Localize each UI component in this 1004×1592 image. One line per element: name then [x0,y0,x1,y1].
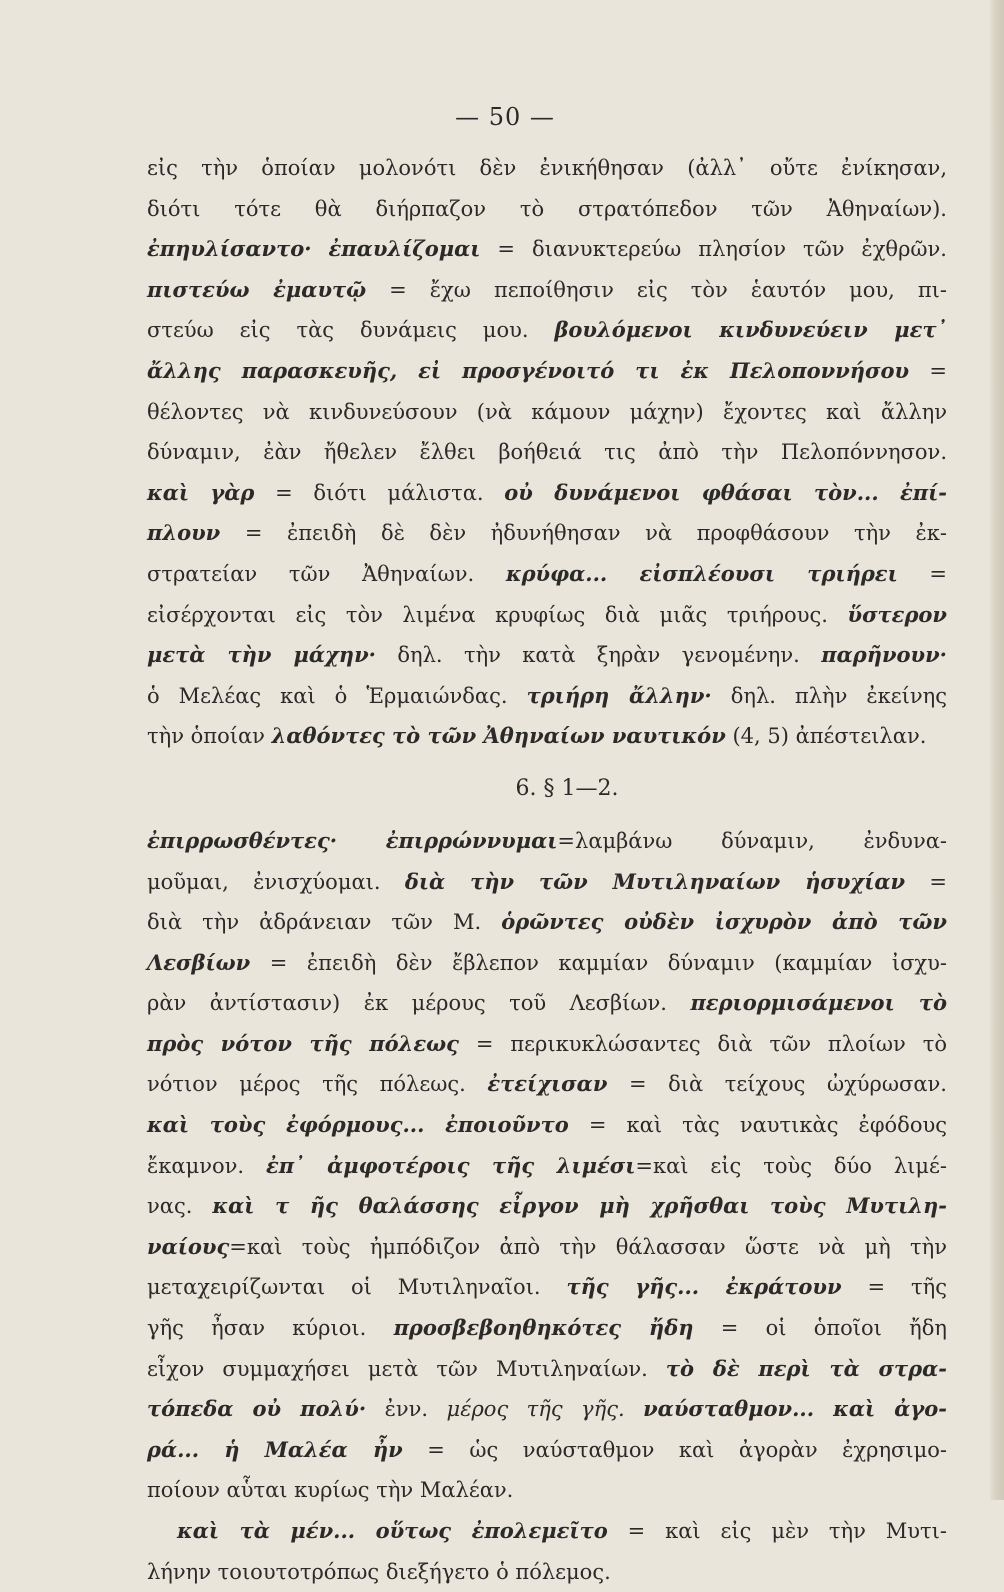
lemma: οὐ δυνάμενοι φθάσαι τὸν... ἐπί- [504,479,947,505]
lemma: περιορμισάμενοι τὸ [690,990,947,1016]
gloss: = οἱ ὁποῖοι ἤδη [693,1316,947,1341]
gloss: = [897,561,948,586]
gloss: εἶχον συμμαχήσει μετὰ τῶν Μυτιληναίων. [147,1356,666,1381]
gloss: = καὶ τὰς ναυτικὰς ἐφόδους [568,1113,947,1138]
lemma: πιστεύω ἐμαυτῷ [147,276,367,302]
gloss: εἰσέρχονται εἰς τὸν λιμένα κρυφίως διὰ μιᾶς τριήρους. [147,602,848,627]
gloss: = καὶ εἰς μὲν τὴν Μυτι- [607,1519,947,1543]
text-line [147,1105,947,1146]
text-line [147,1430,947,1471]
text-line [147,473,947,514]
text-line [147,716,947,757]
lemma: βουλόμενοι κινδυνεύειν μετ᾽ [554,317,947,343]
gloss: δύναμιν, ἐὰν ἤθελεν ἔλθει βοήθειά τις ἀπὸ τὴν Πελοπόννησον. [147,440,947,465]
text-line [147,148,947,189]
gloss: ἐνν. [366,1397,447,1422]
gloss: = ἐπειδὴ δὲ δὲν ἠδυνήθησαν νὰ προφθάσουν τὴν ἐκ- [220,521,947,546]
gloss: ρὰν ἀντίστασιν) ἐκ μέρους τοῦ Λεσβίων. [147,991,691,1016]
text-line [147,635,947,676]
lemma: λαθόντες τὸ τῶν Ἀθηναίων ναυτικόν [271,723,726,749]
lemma: ρά... ἡ Μαλέα ἦν [147,1436,403,1462]
gloss: ὁ Μελέας καὶ ὁ Ἑρμαιώνδας. [147,683,527,708]
gloss: διότι τότε θὰ διήρπαζον τὸ στρατόπεδον τῶν Ἀθηναίων). [147,196,947,221]
text-line [147,821,947,862]
gloss: = τῆς [841,1275,947,1300]
lemma: καὶ τὰ μέν... οὕτως ἐπολεμεῖτο [177,1518,608,1543]
gloss: διὰ τὴν ἀδράνειαν τῶν Μ. [147,910,502,935]
lemma: κρύφα... εἰσπλέουσι τριήρει [505,560,898,586]
text-line [147,432,947,473]
lemma: διὰ τὴν τῶν Μυτιληναίων ἡσυχίαν [404,868,906,894]
text-line [147,862,947,903]
gloss: =λαμβάνω δύναμιν, ἐνδυνα- [557,828,947,853]
text-line [147,943,947,984]
text-line [147,310,947,351]
lemma: πρὸς νότον τῆς πόλεως [147,1030,459,1056]
gloss: εἰς τὴν ὁποίαν μολονότι δὲν ἐνικήθησαν (ἀλλ᾽ οὔτε ἐνίκησαν, [147,156,947,180]
page-edge [990,0,1004,1500]
lemma: τῆς γῆς... ἐκράτουν [566,1274,842,1300]
gloss: = ἔχω πεποίθησιν εἰς τὸν ἑαυτόν μου, πι- [366,277,948,302]
lemma: ναίους [147,1233,230,1259]
text-line [147,1389,947,1430]
lemma: ἐτείχισαν [487,1071,608,1097]
text-block [147,148,947,1592]
text-line [147,1186,947,1227]
gloss: = διὰ τείχους ὠχύρωσαν. [607,1072,947,1097]
text-line [147,1470,947,1511]
gloss [337,829,386,853]
gloss [625,1397,643,1421]
text-line [147,392,947,433]
text-line [147,983,947,1024]
gloss: δηλ. πλὴν ἐκείνης [711,683,947,708]
gloss [312,237,329,261]
text-line [147,351,947,392]
text-line [147,270,947,311]
gloss: = διότι μάλιστα. [254,480,505,505]
page-number: — 50 — [455,103,555,131]
lemma: ἐπιρρωσθέντες· [147,827,338,853]
lemma: ὁρῶντες οὐδὲν ἰσχυρὸν ἀπὸ τῶν [501,909,947,935]
text-line [147,676,947,717]
gloss: γῆς ἦσαν κύριοι. [147,1316,394,1341]
gloss: λήνην τοιουτοτρόπως διεξήγετο ὁ πόλεμος. [147,1559,611,1584]
gloss: νότιον μέρος τῆς πόλεως. [147,1072,488,1097]
lemma: ναύσταθμον... καὶ ἀγο- [643,1396,948,1422]
gloss: =καὶ τοὺς ἠμπόδιζον ἀπὸ τὴν θάλασσαν ὥστε νὰ μὴ τὴν [229,1234,947,1259]
lemma: ἄλλης παρασκευῆς, εἰ προσγένοιτό τι ἐκ Πελοποννήσου [147,357,910,383]
text-line [147,1227,947,1268]
text-line [147,595,947,636]
text-line [147,1064,947,1105]
gloss: (4, 5) ἀπέστειλαν. [725,724,927,749]
gloss: = διανυκτερεύω πλησίον τῶν ἐχθρῶν. [480,237,947,262]
text-line [147,1552,947,1592]
text-line [147,229,947,270]
text-line [147,1024,947,1065]
section-heading: 6. § 1—2. [515,775,619,801]
gloss: στρατείαν τῶν Ἀθηναίων. [147,561,506,586]
lemma: τριήρη ἄλλην· [526,682,712,708]
text-line [147,554,947,595]
commentary-closing [147,1511,947,1592]
lemma: ἐπηυλίσαντο· [147,236,312,262]
text-line [147,189,947,230]
text-line [147,1349,947,1390]
lemma: πλουν [147,520,221,546]
text-line [147,902,947,943]
gloss: τὴν ὁποίαν [147,724,272,749]
lemma: ἐπιρρώννυμαι [385,827,558,853]
gloss: ἔκαμνον. [147,1153,266,1178]
gloss: ποίουν αὗται κυρίως τὴν Μαλέαν. [147,1478,514,1503]
text-line [147,1511,947,1552]
lemma: τόπεδα οὐ πολύ· [147,1396,367,1422]
gloss: = [909,358,947,383]
lemma: ἐπ᾽ ἀμφοτέροις τῆς λιμέσι [265,1152,636,1178]
lemma: παρῆνουν· [821,642,947,668]
lemma: τὸ δὲ περὶ τὰ στρα- [665,1355,947,1381]
gloss: μεταχειρίζωνται οἱ Μυτιληναῖοι. [147,1275,567,1300]
gloss: νας. [147,1194,213,1219]
lemma: μέρος τῆς γῆς. [446,1397,625,1422]
text-line [147,1267,947,1308]
lemma: ἐπαυλίζομαι [328,236,481,262]
text-line [147,1146,947,1187]
gloss: δηλ. τὴν κατὰ ξηρὰν γενομένην. [375,643,822,668]
gloss: = περικυκλώσαντες διὰ τῶν πλοίων τὸ [458,1031,947,1056]
gloss: μοῦμαι, ἐνισχύομαι. [147,869,405,894]
gloss: θέλοντες νὰ κινδυνεύσουν (νὰ κάμουν μάχην) ἔχοντες καὶ ἄλλην [147,399,947,424]
gloss: =καὶ εἰς τοὺς δύο λιμέ- [635,1153,947,1178]
text-line [147,1308,947,1349]
gloss: = [905,869,947,894]
lemma: καὶ τ ῆς θαλάσσης εἶργον μὴ χρῆσθαι τοὺς Μυτιλη- [212,1193,948,1219]
gloss: = ἐπειδὴ δὲν ἔβλεπον καμμίαν δύναμιν (καμμίαν ἰσχυ- [250,950,947,975]
lemma: καὶ τοὺς ἐφόρμους... ἐποιοῦντο [147,1112,569,1138]
gloss: στεύω εἰς τὰς δυνάμεις μου. [147,318,555,343]
lemma: προσβεβοηθηκότες ἤδη [393,1315,694,1341]
lemma: Λεσβίων [147,949,251,975]
gloss: = ὡς ναύσταθμον καὶ ἀγορὰν ἐχρησιμο- [402,1437,947,1462]
lemma: καὶ γὰρ [147,479,255,505]
lemma: μετὰ τὴν μάχην· [147,642,376,668]
lemma: ὕστερον [847,601,947,627]
commentary-before [147,148,947,757]
commentary-after [147,821,947,1511]
text-line [147,513,947,554]
